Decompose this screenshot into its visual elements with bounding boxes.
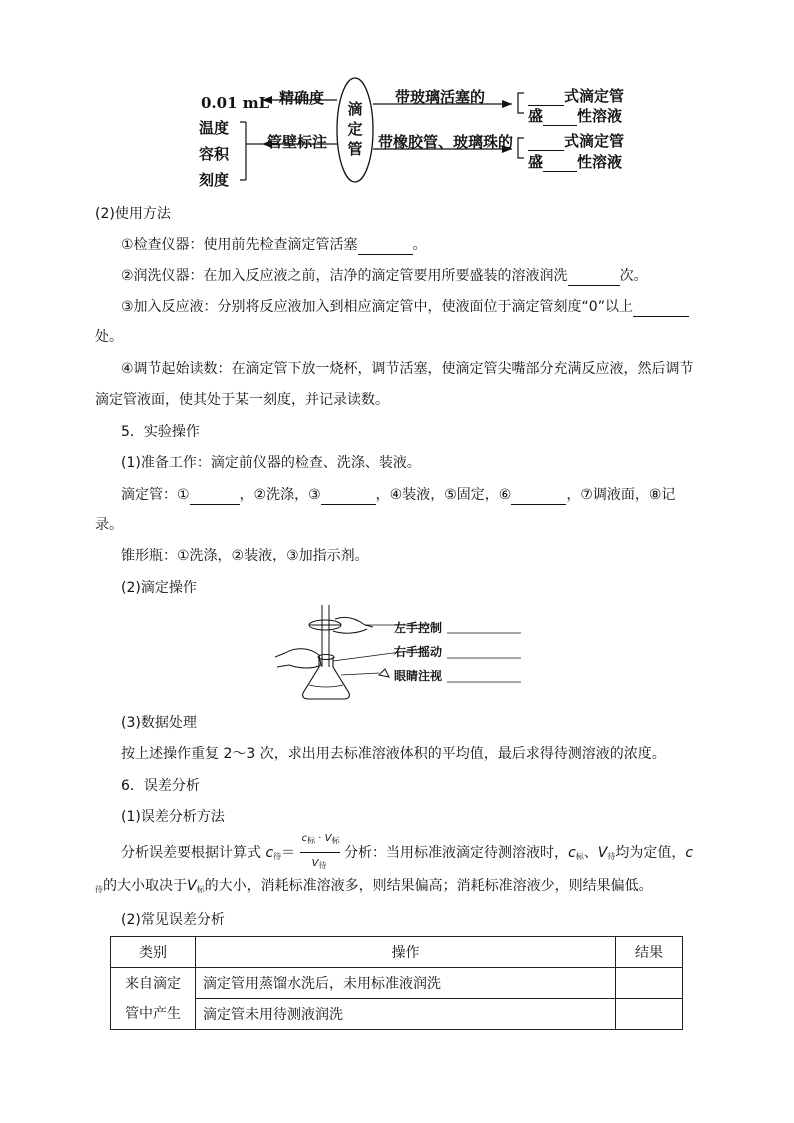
burette-steps: 滴定管：① ，②洗涤，③ ，④装液，⑤固定，⑥ ，⑦调液面，⑧记 <box>121 487 676 503</box>
operation-cell: 滴定管未用待测液润洗 <box>196 999 616 1030</box>
header-operation: 操作 <box>196 937 616 968</box>
rubber-burette-line2: 盛 性溶液 <box>528 153 623 171</box>
section-5-heading: 5．实验操作 <box>121 424 200 440</box>
label-left-hand: 左手控制 <box>394 621 443 635</box>
table-row <box>111 999 683 1030</box>
usage-item-3-cont: 处。 <box>95 329 123 345</box>
flask-steps: 锥形瓶：①洗涤，②装液，③加指示剂。 <box>121 548 369 564</box>
marking-temperature: 温度 <box>199 119 230 137</box>
rubber-burette-line1: 式滴定管 <box>528 130 624 151</box>
header-result: 结果 <box>616 937 683 968</box>
glass-burette-line2: 盛 性溶液 <box>528 107 623 125</box>
result-cell <box>616 968 683 999</box>
precision-label: 精确度 <box>279 89 325 107</box>
preparation-heading: (1)准备工作：滴定前仪器的检查、洗涤、装液。 <box>121 455 421 471</box>
common-errors-heading: (2)常见误差分析 <box>121 912 225 928</box>
operation-cell: 滴定管用蒸馏水洗后，未用标准液润洗 <box>196 968 616 999</box>
error-analysis-table <box>110 936 683 1030</box>
label-eyes: 眼睛注视 <box>394 669 443 683</box>
error-formula-line-2: $_待$的大小取决于$V_标$的大小，消耗标准溶液多，则结果偏高；消耗标准溶液少，则结果偏低。 <box>95 878 653 894</box>
markings-label: 管壁标注 <box>267 133 328 151</box>
titration-heading: (2)滴定操作 <box>121 580 197 596</box>
data-processing-text: 按上述操作重复 2～3 次，求出用去标准溶液体积的平均值，最后求得待测溶液的浓度。 <box>121 746 666 762</box>
usage-item-2: ②润洗仪器：在加入反应液之前，洁净的滴定管要用所要盛装的溶液润洗 次。 <box>121 268 648 284</box>
marking-scale: 刻度 <box>199 171 230 189</box>
glass-type-label: 带玻璃活塞的 <box>395 88 486 106</box>
formula-fraction: $c_标 \cdot V_标$ $V_待$ <box>301 833 340 870</box>
usage-item-4-cont: 滴定管液面，使其处于某一刻度，并记录读数。 <box>95 392 389 408</box>
precision-value: 0.01 mL <box>201 94 270 112</box>
usage-heading: (2)使用方法 <box>95 206 171 222</box>
usage-item-1: ①检查仪器：使用前先检查滴定管活塞 。 <box>121 237 427 253</box>
label-right-hand: 右手摇动 <box>394 645 443 659</box>
category-cell: 来自滴定 管中产生 <box>111 968 196 1030</box>
data-processing-heading: (3)数据处理 <box>121 715 197 731</box>
usage-item-4: ④调节起始读数：在滴定管下放一烧杯，调节活塞，使滴定管尖嘴部分充满反应液，然后调节 <box>121 361 694 377</box>
error-formula-line: 分析误差要根据计算式 $c_待=$ $c_标 \cdot V_标$ $V_待$ 分析：当用标准液滴定待测溶液时，$c_标$、$V_待$均为定值，c <box>121 833 694 870</box>
usage-item-3: ③加入反应液：分别将反应液加入到相应滴定管中，使液面位于滴定管刻度“0”以上 <box>121 297 689 317</box>
section-6-heading: 6．误差分析 <box>121 778 200 794</box>
header-category: 类别 <box>111 937 196 968</box>
rubber-type-label: 带橡胶管、玻璃珠的 <box>378 133 514 151</box>
burette-center-label: 滴定管 <box>347 100 363 158</box>
result-cell <box>616 999 683 1030</box>
marking-volume: 容积 <box>199 145 230 163</box>
table-header-row <box>111 937 683 968</box>
method-heading: (1)误差分析方法 <box>121 809 225 825</box>
burette-steps-cont: 录。 <box>95 517 123 533</box>
glass-burette-line1: 式滴定管 <box>528 85 624 106</box>
table-row <box>111 968 683 999</box>
